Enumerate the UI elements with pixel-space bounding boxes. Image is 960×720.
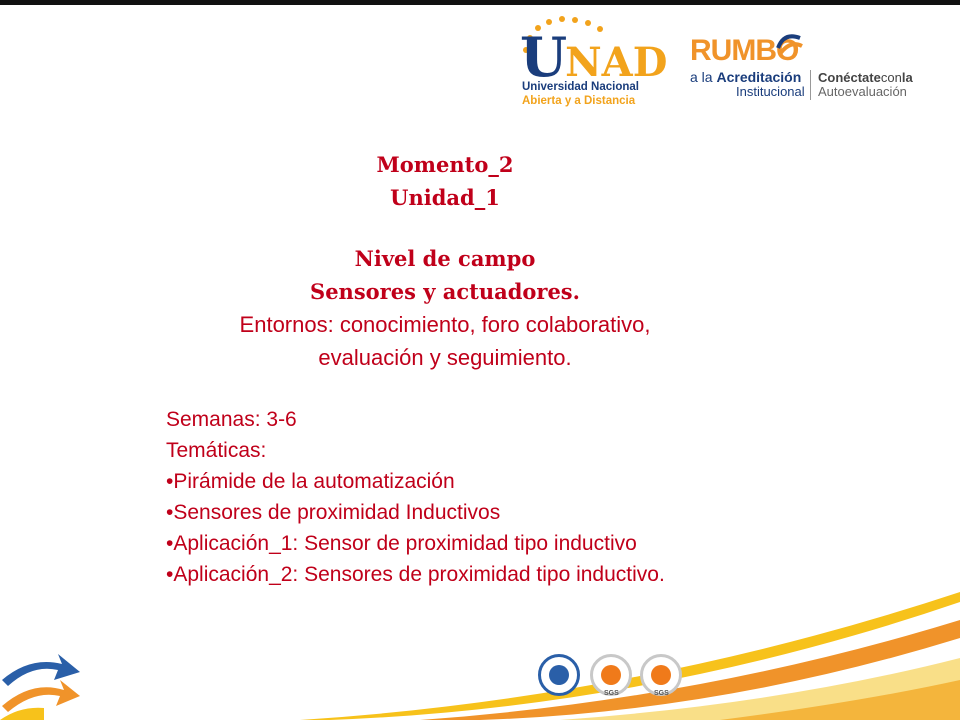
arrow-swoosh-icon [0, 650, 82, 720]
title-environments-2: evaluación y seguimiento. [318, 345, 572, 370]
colombia-seal-icon [538, 654, 580, 696]
unad-logo [516, 16, 668, 112]
rumbo-line-b: Institucional [736, 84, 805, 99]
rumbo-divider [810, 70, 811, 100]
topic-item: •Aplicación_1: Sensor de proximidad tipo inductivo [166, 532, 637, 555]
rumbo-logo [688, 36, 938, 106]
title-unit: Unidad_1 [390, 185, 500, 210]
unad-wordmark: UNAD [520, 25, 668, 89]
title-moment: Momento_2 [376, 152, 514, 177]
sgs-label: SGS [604, 690, 619, 697]
weeks-text: Semanas: 3-6 [166, 408, 297, 431]
rumbo-right-line2: Autoevaluación [818, 84, 907, 99]
title-environments-1: Entornos: conocimiento, foro colaborativo, [239, 312, 651, 337]
rumbo-swirl-icon [774, 30, 804, 60]
decorative-swoosh [0, 580, 960, 720]
rumbo-right-line1: Conéctateconla [818, 70, 913, 85]
topic-item: •Aplicación_2: Sensores de proximidad tipo inductivo. [166, 563, 665, 586]
unad-name-line1: Universidad Nacional [522, 81, 639, 93]
rumbo-line-a: a la Acreditación [690, 69, 802, 85]
title-topic: Sensores y actuadores. [310, 279, 580, 304]
top-border [0, 0, 960, 5]
body-block [166, 404, 726, 590]
topics-label: Temáticas: [166, 439, 267, 462]
title-block [140, 148, 750, 374]
certification-seals [538, 654, 688, 702]
topic-item: •Sensores de proximidad Inductivos [166, 501, 501, 524]
title-level: Nivel de campo [354, 246, 536, 271]
rumbo-wordmark: RUMBO [690, 34, 799, 67]
topic-item: •Pirámide de la automatización [166, 470, 455, 493]
unad-name-line2: Abierta y a Distancia [522, 95, 636, 107]
sgs-label: SGS [654, 690, 669, 697]
